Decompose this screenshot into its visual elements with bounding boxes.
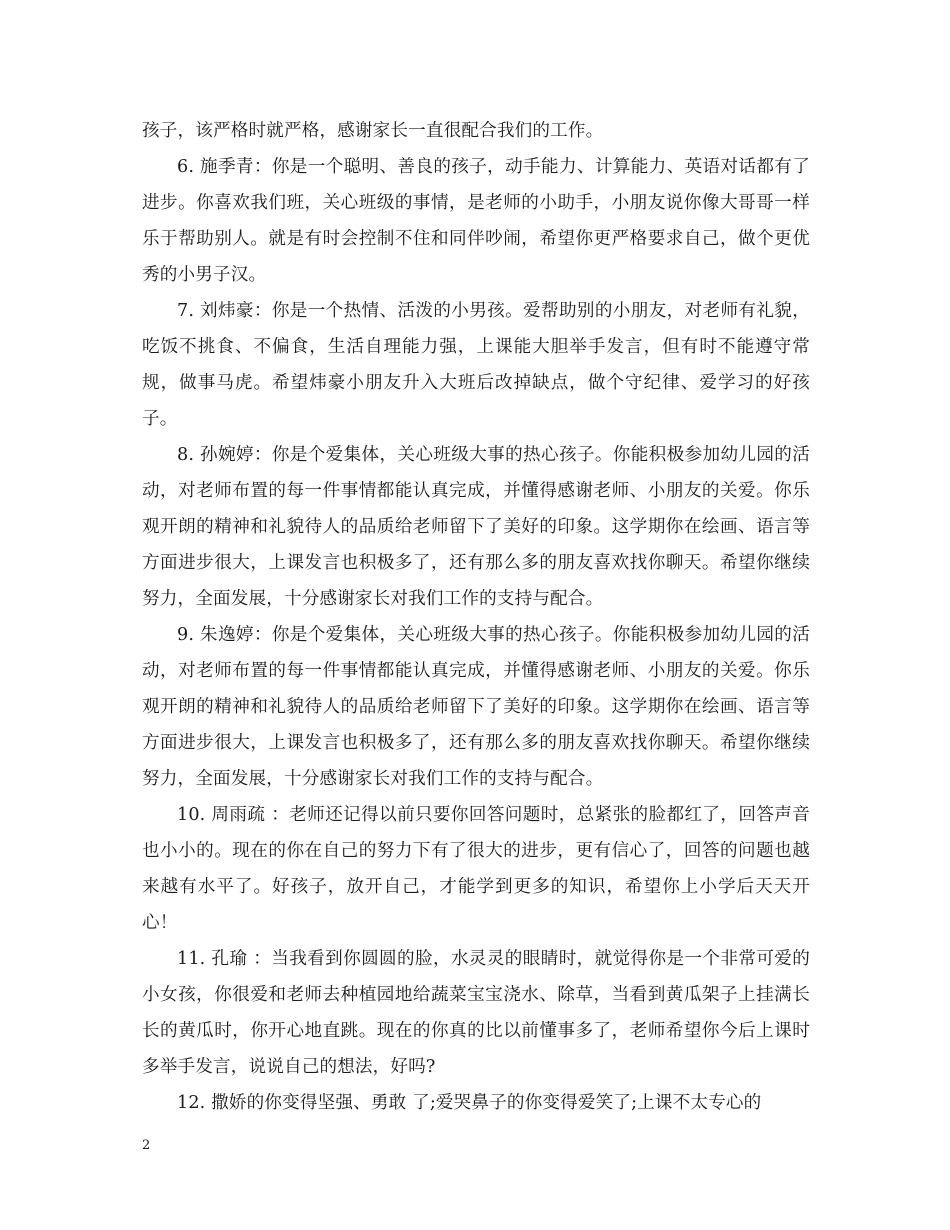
paragraph-4: 8. 孙婉婷：你是个爱集体，关心班级大事的热心孩子。你能积极参加幼儿园的活动，对老师布置的每一件事情都能认真完成，并懂得感谢老师、小朋友的关爱。你乐观开朗的精神和礼貌待人的品质给老师留下了美好的印象。这学期你在绘画、语言等方面进步很大，上课发言也积极多了，还有那么多的朋友喜欢找你聊天。希望你继续努力，全面发展，十分感谢家长对我们工作的支持与配合。 xyxy=(142,445,810,609)
paragraph-6: 10. 周雨疏 ：老师还记得以前只要你回答问题时，总紧张的脸都红了，回答声音也小小的。现在的你在自己的努力下有了很大的进步，更有信心了，回答的问题也越来越有水平了。好孩子，放开自己，才能学到更多的知识，希望你上小学后天天开心！ xyxy=(142,805,810,933)
paragraph-2: 6. 施季青：你是一个聪明、善良的孩子，动手能力、计算能力、英语对话都有了进步。你喜欢我们班，关心班级的事情，是老师的小助手，小朋友说你像大哥哥一样乐于帮助别人。就是有时会控制不住和同伴吵闹，希望你更严格要求自己，做个更优秀的小男子汉。 xyxy=(142,157,810,285)
paragraph-8: 12. 撒娇的你变得坚强、勇敢 了;爱哭鼻子的你变得爱笑了;上课不太专心的 xyxy=(177,1093,762,1113)
paragraph-7: 11. 孔瑜 ：当我看到你圆圆的脸，水灵灵的眼睛时，就觉得你是一个非常可爱的小女孩，你很爱和老师去种植园地给蔬菜宝宝浇水、除草，当看到黄瓜架子上挂满长长的黄瓜时，你开心地直跳。现在的你真的比以前懂事多了，老师希望你今后上课时多举手发言，说说自己的想法，好吗? xyxy=(142,949,810,1077)
paragraph-5: 9. 朱逸婷：你是个爱集体，关心班级大事的热心孩子。你能积极参加幼儿园的活动，对老师布置的每一件事情都能认真完成，并懂得感谢老师、小朋友的关爱。你乐观开朗的精神和礼貌待人的品质给老师留下了美好的印象。这学期你在绘画、语言等方面进步很大，上课发言也积极多了，还有那么多的朋友喜欢找你聊天。希望你继续努力，全面发展，十分感谢家长对我们工作的支持与配合。 xyxy=(142,625,810,789)
document-body xyxy=(142,113,810,1121)
paragraph-3: 7. 刘炜豪：你是一个热情、活泼的小男孩。爱帮助别的小朋友，对老师有礼貌，吃饭不挑食、不偏食，生活自理能力强，上课能大胆举手发言，但有时不能遵守常规，做事马虎。希望炜豪小朋友升入大班后改掉缺点，做个守纪律、爱学习的好孩子。 xyxy=(142,301,810,429)
paragraph-1: 孩子，该严格时就严格，感谢家长一直很配合我们的工作。 xyxy=(142,121,604,141)
page-number: 2 xyxy=(142,1138,151,1153)
